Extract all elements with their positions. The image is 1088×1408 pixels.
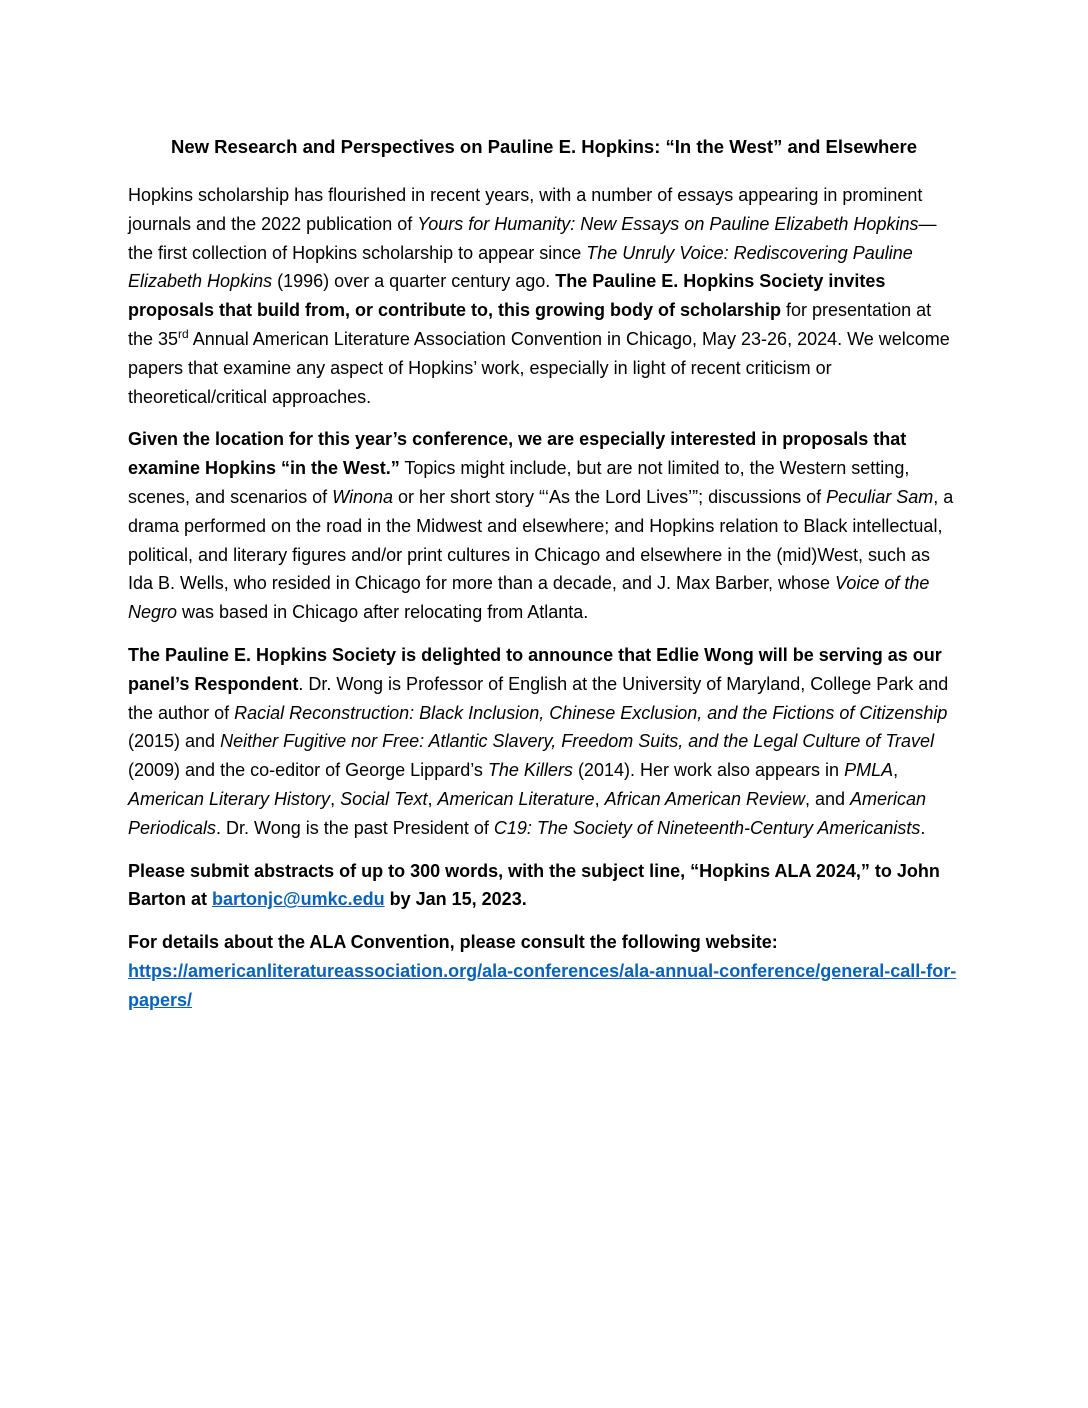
- text-run: Voice of the Negro: [128, 573, 930, 623]
- text-run: —the first collection of Hopkins scholarship to appear since: [128, 213, 937, 263]
- text-run: or her short story “‘As the Lord Lives’”; discussions of: [393, 486, 827, 507]
- text-run: (2009) and the co-editor of George Lippard’s: [128, 760, 488, 781]
- text-run: Given the location for this year’s conference, we are especially interested in proposals that examine Hopkins “in the West.”: [128, 429, 907, 479]
- text-run: ,: [893, 760, 899, 781]
- text-run: Racial Reconstruction: Black Inclusion, Chinese Exclusion, and the Fictions of Citizenship: [234, 702, 948, 723]
- text-run: ,: [427, 788, 438, 809]
- text-run: , and: [804, 788, 851, 809]
- text-run: Peculiar Sam: [826, 486, 934, 507]
- text-run: ,: [330, 788, 341, 809]
- text-run: The Pauline E. Hopkins Society invites proposals that build from, or contribute to, this growing body of scholarship: [128, 271, 886, 321]
- paragraph: [128, 641, 960, 843]
- document-body: [128, 181, 960, 1015]
- document-title: New Research and Perspectives on Pauline E. Hopkins: “In the West” and Elsewhere: [170, 136, 918, 157]
- text-run: PMLA: [844, 760, 894, 781]
- text-run: , a drama performed on the road in the Midwest and elsewhere; and Hopkins relation to Black intellectual, political, and literary figures and/or print cultures in Chicago and elsewhere in the (mid)West, such as Ida B. Wells, who resided in Chicago for more than a decade, and J. Max Barber, whose: [128, 486, 954, 594]
- text-run: ,: [594, 788, 605, 809]
- text-run: (2015) and: [128, 731, 221, 752]
- text-run: Please submit abstracts of up to 300 words, with the subject line, “Hopkins ALA 2024,” to John Barton at: [128, 860, 940, 910]
- paragraph: [128, 181, 960, 411]
- text-run: Neither Fugitive nor Free: Atlantic Slavery, Freedom Suits, and the Legal Culture of Travel: [220, 731, 935, 752]
- text-run: African American Review: [604, 788, 805, 809]
- text-run: American Periodicals: [128, 788, 927, 838]
- text-run: The Killers: [487, 760, 573, 781]
- text-run: Topics might include, but are not limited to, the Western setting, scenes, and scenarios of: [128, 458, 910, 507]
- text-run: Social Text: [340, 788, 428, 809]
- text-run: The Pauline E. Hopkins Society is delighted to announce that Edlie Wong will be serving as our panel’s Respondent: [128, 644, 942, 694]
- text-run: The Unruly Voice: Rediscovering Pauline Elizabeth Hopkins: [128, 242, 913, 292]
- text-run: Winona: [332, 486, 393, 507]
- text-run: C19: The Society of Nineteenth-Century Americanists: [493, 817, 921, 838]
- text-run: rd: [178, 326, 189, 341]
- text-run: American Literature: [437, 788, 595, 809]
- paragraph: [128, 857, 960, 915]
- text-run: .: [920, 817, 926, 838]
- paragraph: [128, 425, 960, 627]
- text-run: American Literary History: [128, 788, 331, 809]
- text-run: . Dr. Wong is Professor of English at the University of Maryland, College Park and the author of: [128, 673, 949, 723]
- website-link[interactable]: https://americanliteratureassociation.org/ala-conferences/ala-annual-conference/general-call-for-papers/: [128, 960, 957, 1010]
- text-run: was based in Chicago after relocating from Atlanta.: [177, 602, 589, 623]
- text-run: (1996) over a quarter century ago.: [272, 271, 556, 292]
- text-run: Annual American Literature Association Convention in Chicago, May 23-26, 2024. We welcome papers that examine any aspect of Hopkins’ work, especially in light of recent criticism or theoretical/critical approaches.: [128, 328, 950, 407]
- text-run: Yours for Humanity: New Essays on Pauline Elizabeth Hopkins: [417, 213, 919, 234]
- email-link[interactable]: bartonjc@umkc.edu: [212, 889, 385, 910]
- text-run: . Dr. Wong is the past President of: [216, 817, 494, 838]
- text-run: by Jan 15, 2023.: [384, 889, 527, 910]
- text-run: for presentation at the 35: [128, 300, 932, 349]
- paragraph: [128, 928, 960, 1014]
- text-run: Hopkins scholarship has flourished in recent years, with a number of essays appearing in prominent journals and the 2022 publication of: [128, 185, 923, 234]
- text-run: For details about the ALA Convention, please consult the following website:: [128, 932, 778, 953]
- text-run: (2014). Her work also appears in: [572, 760, 845, 781]
